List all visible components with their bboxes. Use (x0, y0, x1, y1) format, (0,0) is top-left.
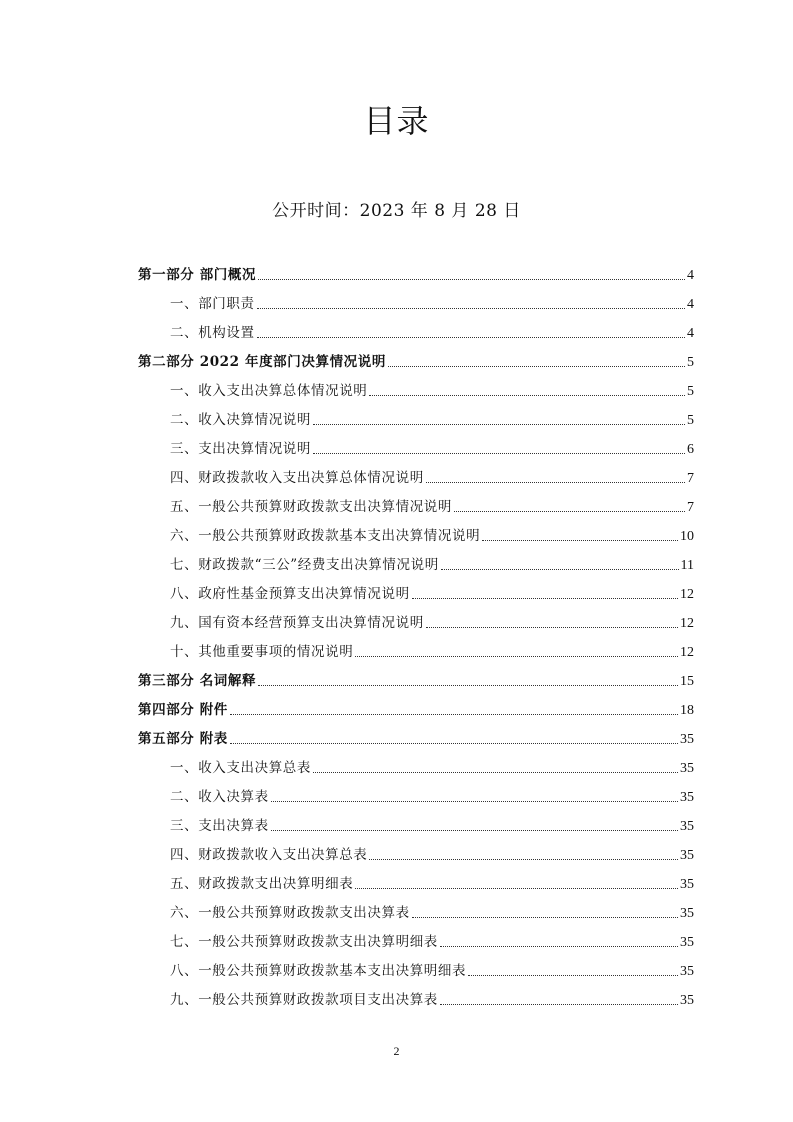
toc-dot-leader (271, 801, 678, 802)
toc-subsection-entry[interactable] (138, 284, 694, 313)
toc-entry-label: 四、财政拨款收入支出决算总表 (170, 847, 368, 863)
toc-dot-leader (369, 859, 678, 860)
publish-date: 公开时间：2023 年 8 月 28 日 (272, 201, 521, 221)
toc-dot-leader (257, 337, 685, 338)
toc-entry-label: 二、收入决算情况说明 (170, 412, 311, 428)
toc-entry-page-number: 6 (687, 442, 694, 457)
toc-dot-leader (257, 308, 685, 309)
toc-entry-label: 九、一般公共预算财政拨款项目支出决算表 (170, 992, 438, 1008)
toc-subsection-entry[interactable] (138, 516, 694, 545)
toc-dot-leader (440, 1004, 678, 1005)
toc-entry-page-number: 5 (687, 355, 694, 370)
toc-entry-page-number: 35 (680, 761, 694, 776)
toc-subsection-entry[interactable] (138, 864, 694, 893)
toc-entry-label: 二、收入决算表 (170, 789, 269, 805)
toc-entry-label: 六、一般公共预算财政拨款基本支出决算情况说明 (170, 528, 481, 544)
toc-subsection-entry[interactable] (138, 835, 694, 864)
toc-dot-leader (313, 453, 685, 454)
toc-dot-leader (412, 917, 678, 918)
toc-entry-label: 七、财政拨款“三公”经费支出决算情况说明 (170, 557, 439, 573)
toc-dot-leader (440, 946, 678, 947)
toc-subsection-entry[interactable] (138, 951, 694, 980)
toc-entry-label: 三、支出决算情况说明 (170, 441, 311, 457)
toc-entry-label: 第五部分 附表 (138, 731, 228, 747)
toc-section-entry[interactable] (138, 690, 694, 719)
toc-entry-label: 二、机构设置 (170, 325, 255, 341)
toc-dot-leader (426, 627, 678, 628)
toc-entry-page-number: 12 (680, 645, 694, 660)
page-title: 目录 (363, 102, 430, 140)
toc-dot-leader (412, 598, 678, 599)
toc-subsection-entry[interactable] (138, 893, 694, 922)
toc-entry-page-number: 18 (680, 703, 694, 718)
toc-dot-leader (426, 482, 685, 483)
toc-entry-label: 三、支出决算表 (170, 818, 269, 834)
toc-entry-page-number: 4 (687, 268, 694, 283)
toc-entry-label: 十、其他重要事项的情况说明 (170, 644, 354, 660)
toc-entry-page-number: 35 (680, 848, 694, 863)
toc-subsection-entry[interactable] (138, 632, 694, 661)
toc-dot-leader (313, 424, 685, 425)
toc-entry-page-number: 4 (687, 297, 694, 312)
toc-entry-label: 一、收入支出决算总体情况说明 (170, 383, 368, 399)
toc-entry-label: 五、财政拨款支出决算明细表 (170, 876, 354, 892)
toc-entry-label: 第二部分 2022 年度部门决算情况说明 (138, 354, 386, 370)
toc-entry-page-number: 35 (680, 877, 694, 892)
toc-entry-page-number: 11 (680, 558, 694, 573)
toc-entry-label: 四、财政拨款收入支出决算总体情况说明 (170, 470, 424, 486)
toc-subsection-entry[interactable] (138, 400, 694, 429)
toc-subsection-entry[interactable] (138, 806, 694, 835)
toc-subsection-entry[interactable] (138, 922, 694, 951)
toc-dot-leader (313, 772, 678, 773)
page-number: 2 (393, 1044, 400, 1058)
toc-entry-page-number: 10 (680, 529, 694, 544)
toc-entry-page-number: 35 (680, 964, 694, 979)
toc-section-entry[interactable] (138, 342, 694, 371)
toc-subsection-entry[interactable] (138, 574, 694, 603)
toc-entry-page-number: 35 (680, 993, 694, 1008)
toc-entry-page-number: 4 (687, 326, 694, 341)
toc-subsection-entry[interactable] (138, 429, 694, 458)
toc-dot-leader (369, 395, 685, 396)
toc-dot-leader (388, 366, 685, 367)
toc-dot-leader (482, 540, 678, 541)
toc-section-entry[interactable] (138, 255, 694, 284)
toc-dot-leader (271, 830, 678, 831)
toc-subsection-entry[interactable] (138, 371, 694, 400)
toc-entry-label: 八、政府性基金预算支出决算情况说明 (170, 586, 410, 602)
toc-entry-page-number: 35 (680, 732, 694, 747)
toc-entry-label: 第一部分 部门概况 (138, 267, 257, 283)
toc-section-entry[interactable] (138, 719, 694, 748)
toc-entry-page-number: 15 (680, 674, 694, 689)
toc-subsection-entry[interactable] (138, 748, 694, 777)
toc-entry-page-number: 5 (687, 384, 694, 399)
toc-entry-label: 七、一般公共预算财政拨款支出决算明细表 (170, 934, 438, 950)
toc-entry-label: 五、一般公共预算财政拨款支出决算情况说明 (170, 499, 452, 515)
toc-entry-label: 一、收入支出决算总表 (170, 760, 311, 776)
toc-dot-leader (454, 511, 685, 512)
toc-section-entry[interactable] (138, 661, 694, 690)
toc-entry-page-number: 5 (687, 413, 694, 428)
toc-subsection-entry[interactable] (138, 777, 694, 806)
toc-subsection-entry[interactable] (138, 458, 694, 487)
toc-entry-label: 六、一般公共预算财政拨款支出决算表 (170, 905, 410, 921)
toc-dot-leader (258, 685, 678, 686)
toc-entry-page-number: 35 (680, 819, 694, 834)
toc-subsection-entry[interactable] (138, 980, 694, 1009)
toc-entry-page-number: 7 (687, 500, 694, 515)
toc-entry-label: 第三部分 名词解释 (138, 673, 257, 689)
table-of-contents (138, 255, 694, 1009)
toc-subsection-entry[interactable] (138, 313, 694, 342)
toc-entry-page-number: 35 (680, 790, 694, 805)
toc-entry-page-number: 12 (680, 587, 694, 602)
toc-entry-page-number: 35 (680, 906, 694, 921)
toc-entry-page-number: 35 (680, 935, 694, 950)
toc-entry-label: 九、国有资本经营预算支出决算情况说明 (170, 615, 424, 631)
toc-dot-leader (230, 743, 678, 744)
toc-entry-label: 八、一般公共预算财政拨款基本支出决算明细表 (170, 963, 467, 979)
toc-entry-page-number: 12 (680, 616, 694, 631)
toc-subsection-entry[interactable] (138, 603, 694, 632)
toc-dot-leader (468, 975, 678, 976)
toc-dot-leader (230, 714, 678, 715)
toc-subsection-entry[interactable] (138, 545, 694, 574)
toc-dot-leader (355, 656, 678, 657)
toc-subsection-entry[interactable] (138, 487, 694, 516)
toc-dot-leader (258, 279, 685, 280)
toc-dot-leader (441, 569, 679, 570)
toc-entry-label: 一、部门职责 (170, 296, 255, 312)
toc-entry-label: 第四部分 附件 (138, 702, 228, 718)
toc-entry-page-number: 7 (687, 471, 694, 486)
toc-dot-leader (355, 888, 678, 889)
